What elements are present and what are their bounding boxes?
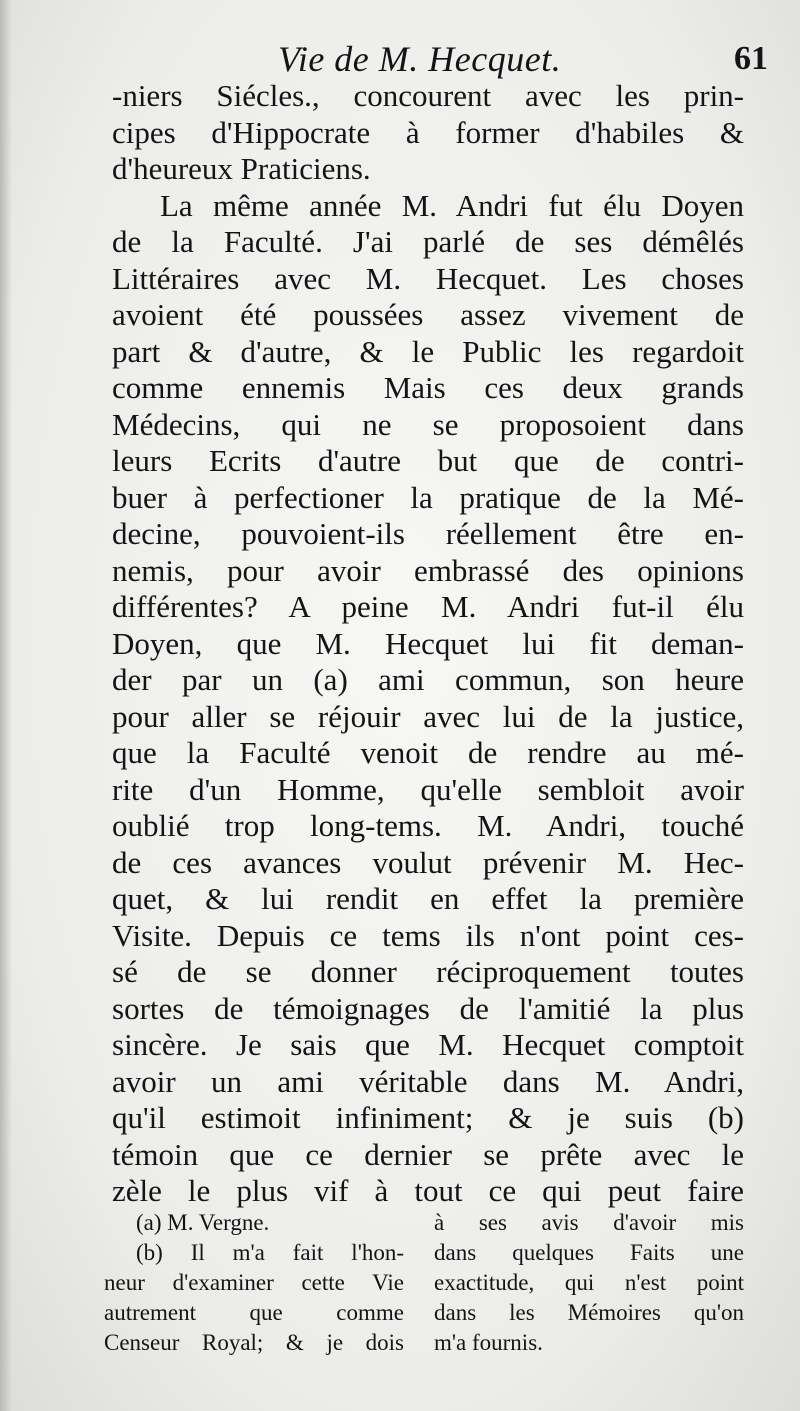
footnote-line: (a) M. Vergne. xyxy=(136,1210,270,1235)
text-line: différentes? A peine M. Andri fut-il élu xyxy=(112,589,744,624)
text-line: oublié trop long-tems. M. Andri, touché xyxy=(112,808,744,843)
footnote-line: dans quelques Faits une xyxy=(434,1240,744,1265)
text-line: part & d'autre, & le Public les regardoit xyxy=(112,333,744,369)
footnote-line: dans les Mémoires qu'on xyxy=(434,1300,744,1325)
text-line: quet, & lui rendit en effet la première xyxy=(112,881,744,916)
text-line: Visite. Depuis ce tems ils n'ont point ces- xyxy=(112,917,744,953)
text-line: avoient été poussées assez vivement de xyxy=(112,297,744,332)
footnote-line: neur d'examiner cette Vie xyxy=(104,1270,404,1295)
text-line: témoin que ce dernier se prête avec le xyxy=(112,1136,744,1172)
text-line: La même année M. Andri fut élu Doyen xyxy=(160,187,744,223)
text-line: -niers Siécles., concourent avec les prin- xyxy=(112,78,744,113)
text-line: cipes d'Hippocrate à former d'habiles & xyxy=(112,114,744,150)
footnote-line: (b) Il m'a fait l'hon- xyxy=(136,1240,404,1265)
text-line: der par un (a) ami commun, son heure xyxy=(112,662,744,697)
text-line: rite d'un Homme, qu'elle sembloit avoir xyxy=(112,771,744,807)
footnote-line: m'a fournis. xyxy=(434,1330,543,1355)
page-gutter-shadow xyxy=(0,0,12,1411)
footnote-line: exactitude, qui n'est point xyxy=(434,1270,744,1295)
footnote-line: à ses avis d'avoir mis xyxy=(434,1210,744,1235)
text-line: zèle le plus vif à tout ce qui peut faire xyxy=(112,1173,744,1208)
text-line: Littéraires avec M. Hecquet. Les choses xyxy=(112,260,744,296)
text-line: decine, pouvoient-ils réellement être en- xyxy=(112,516,744,551)
page-number: 61 xyxy=(734,40,768,77)
text-line: de ces avances voulut prévenir M. Hec- xyxy=(112,844,744,880)
text-line: buer à perfectioner la pratique de la Mé- xyxy=(112,479,744,515)
text-line: sortes de témoignages de l'amitié la plus xyxy=(112,990,744,1026)
main-text xyxy=(112,78,744,1210)
text-line: nemis, pour avoir embrassé des opinions xyxy=(112,552,744,588)
running-title: Vie de M. Hecquet. xyxy=(278,39,562,79)
text-line: de la Faculté. J'ai parlé de ses démêlés xyxy=(112,224,744,259)
text-line: qu'il estimoit infiniment; & je suis (b) xyxy=(112,1100,744,1135)
text-line: d'heureux Praticiens. xyxy=(112,151,371,186)
text-line: Médecins, qui ne se proposoient dans xyxy=(112,406,744,442)
text-line: leurs Ecrits d'autre but que de contri- xyxy=(112,443,744,478)
footnotes-left-column xyxy=(104,1208,404,1358)
text-line: comme ennemis Mais ces deux grands xyxy=(112,370,744,405)
footnotes xyxy=(104,1208,744,1368)
footnotes-right-column xyxy=(434,1208,744,1358)
footnote-line: autrement que comme xyxy=(104,1300,404,1325)
footnote-line: Censeur Royal; & je dois xyxy=(104,1330,404,1355)
text-line: avoir un ami véritable dans M. Andri, xyxy=(112,1063,744,1099)
text-line: sé de se donner réciproquement toutes xyxy=(112,954,744,989)
text-line: Doyen, que M. Hecquet lui fit deman- xyxy=(112,625,744,661)
text-line: sincère. Je sais que M. Hecquet comptoit xyxy=(112,1027,744,1062)
text-line: que la Faculté venoit de rendre au mé- xyxy=(112,735,744,770)
text-line: pour aller se réjouir avec lui de la justice, xyxy=(112,698,744,734)
